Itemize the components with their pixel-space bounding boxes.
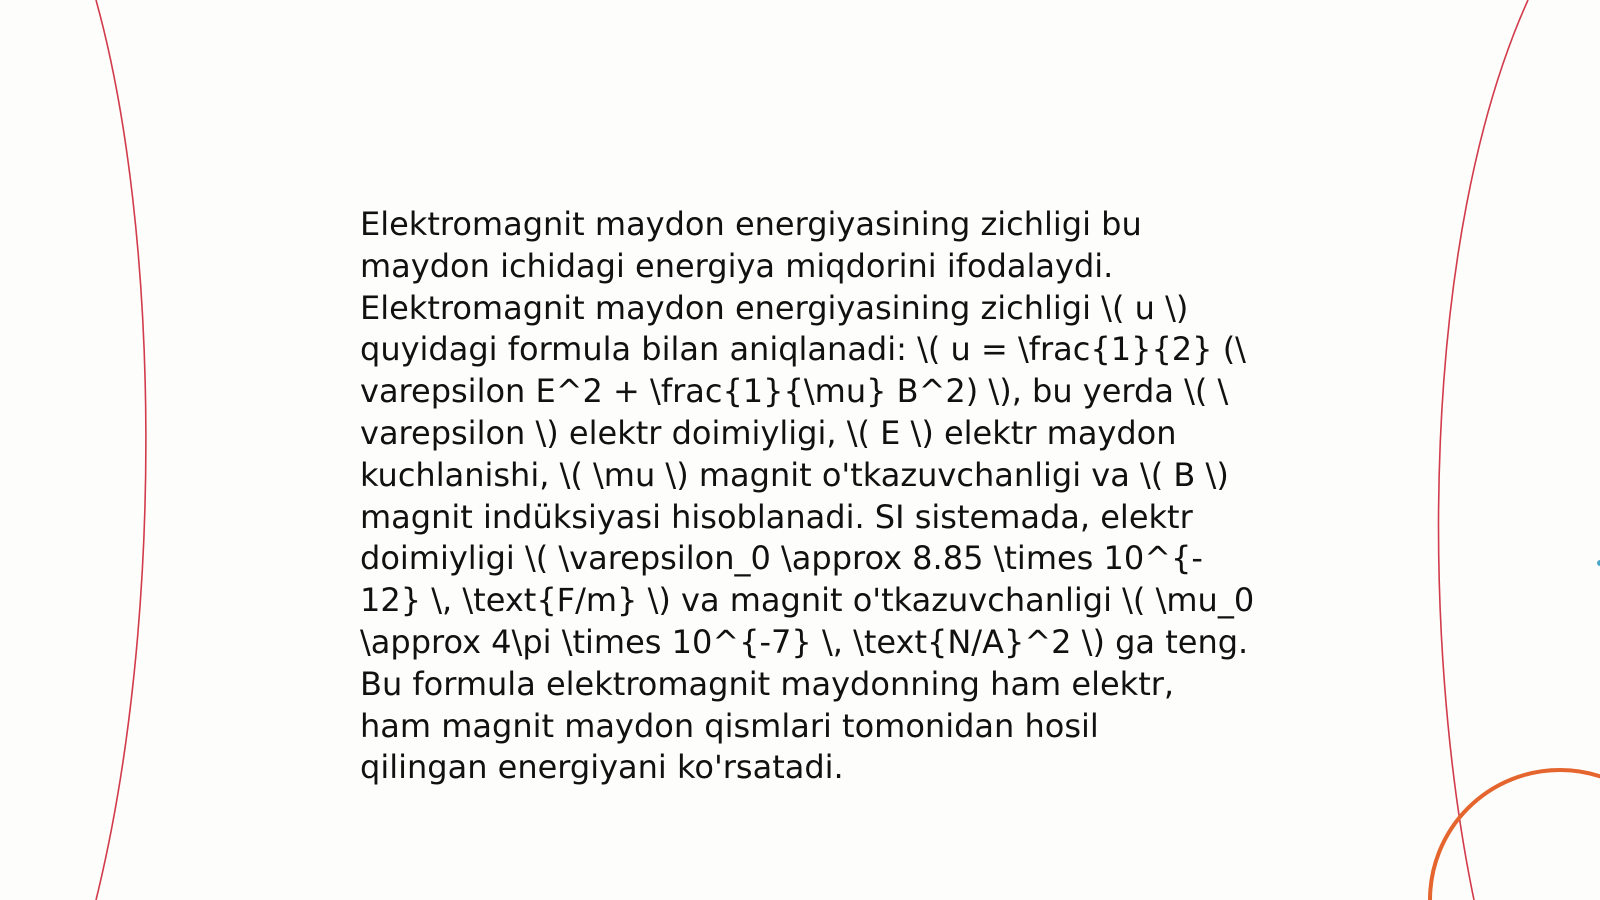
paragraph-line: Bu formula elektromagnit maydonning ham elektr, [360, 664, 1175, 703]
paragraph-line: ham magnit maydon qismlari tomonidan hosil [360, 706, 1099, 745]
paragraph-line: varepsilon E^2 + \frac{1}{\mu} B^2) \), bu yerda \( \ [360, 372, 1229, 411]
paragraph-line: Elektromagnit maydon energiyasining zichligi \( u \) [360, 288, 1189, 327]
paragraph-line: varepsilon \) elektr doimiyligi, \( E \) elektr maydon [360, 413, 1177, 452]
paragraph-line: maydon ichidagi energiya miqdorini ifodalaydi. [360, 246, 1114, 285]
left-arc-decoration [96, 0, 146, 900]
paragraph-line: quyidagi formula bilan aniqlanadi: \( u = \frac{1}{2} (\ [360, 330, 1246, 369]
paragraph-line: doimiyligi \( \varepsilon_0 \approx 8.85 \times 10^{- [360, 539, 1203, 578]
right-arc-decoration [1439, 0, 1528, 900]
body-paragraph [360, 204, 1260, 789]
paragraph-line: kuchlanishi, \( \mu \) magnit o'tkazuvchanligi va \( B \) [360, 455, 1229, 494]
paragraph-line: qilingan energiyani ko'rsatadi. [360, 748, 844, 787]
paragraph-line: \approx 4\pi \times 10^{-7} \, \text{N/A}^2 \) ga teng. [360, 622, 1249, 661]
paragraph-line: Elektromagnit maydon energiyasining zichligi bu [360, 205, 1142, 243]
paragraph-line: 12} \, \text{F/m} \) va magnit o'tkazuvchanligi \( \mu_0 [360, 581, 1255, 620]
paragraph-line: magnit indüksiyasi hisoblanadi. SI sistemada, elektr [360, 497, 1193, 536]
